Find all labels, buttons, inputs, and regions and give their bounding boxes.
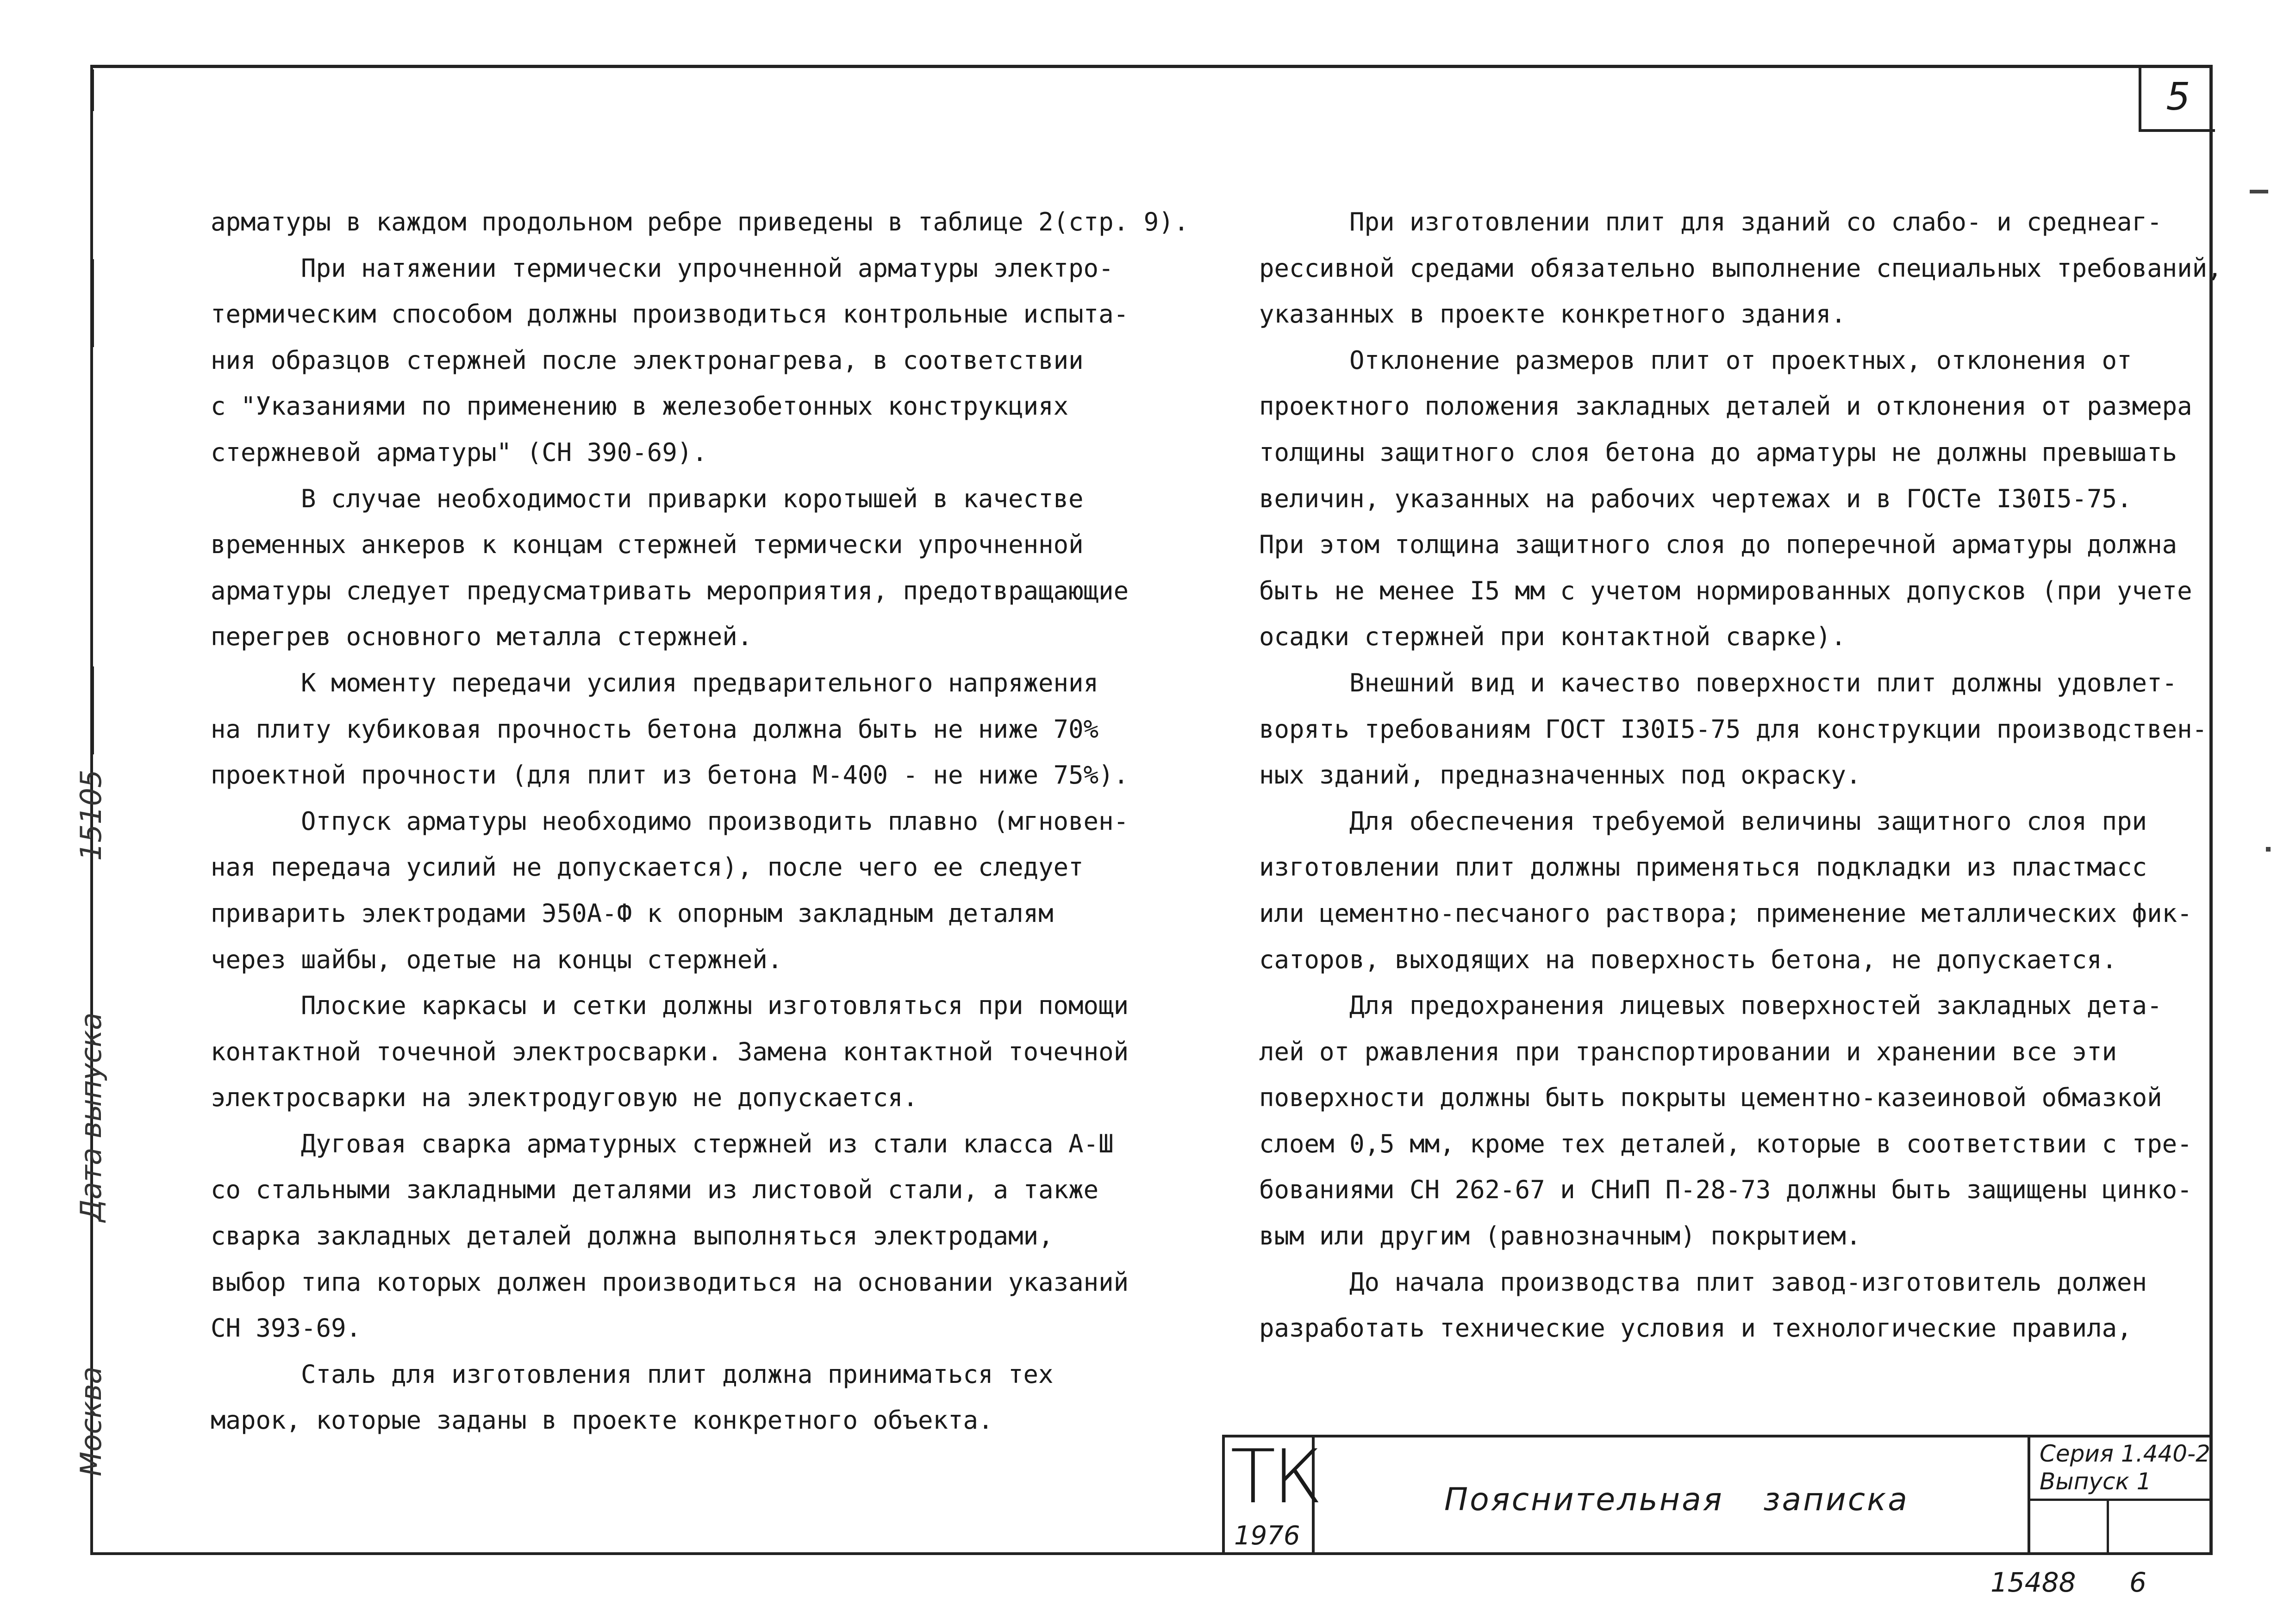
paragraph: Для обеспечения требуемой величины защитного слоя при изготовлении плит должны применяться подкладки из пластмасс или цементно-песчаного раствора; применение металлических фик- саторов, выходящих на поверхность бетона, не допускается. — [1259, 806, 2192, 974]
tk-year: 1976 — [1234, 1521, 1300, 1551]
paragraph: арматуры в каждом продольном ребре приведены в таблице 2(стр. 9). — [211, 207, 1189, 236]
tk-logo: ТК — [1230, 1433, 1320, 1520]
series-divider — [2030, 1499, 2213, 1501]
paragraph: Дуговая сварка арматурных стержней из стали класса А-Ш со стальными закладными деталями из листовой стали, а также сварка закладных деталей должна выполняться электродами, выбор типа которых должен производиться на основании указаний СН 393-69. — [211, 1129, 1129, 1343]
paragraph: Отпуск арматуры необходимо производить плавно (мгновен- ная передача усилий не допускается), после чего ее следует приварить электродами Э50А-Ф к опорным закладным деталям через шайбы, одетые на концы стержней. — [211, 806, 1129, 974]
stray-mark — [2250, 190, 2268, 193]
paragraph: До начала производства плит завод-изготовитель должен разработать технические условия и технологические правила, — [1259, 1267, 2147, 1343]
series-cell — [2028, 1437, 2213, 1555]
binding-mark — [90, 666, 94, 754]
document-title: Пояснительная записка — [1444, 1481, 1909, 1518]
issue-label: Выпуск 1 — [2040, 1468, 2152, 1495]
paragraph: Плоские каркасы и сетки должны изготовляться при помощи контактной точечной электросварки. Замена контактной точечной электросварки на электродуговую не допускается. — [211, 991, 1129, 1113]
series-label: Серия 1.440-2 — [2040, 1440, 2210, 1467]
paragraph: К моменту передачи усилия предварительного напряжения на плиту кубиковая прочность бетона должна быть не ниже 70% проектной прочности (для плит из бетона М-400 - не ниже 75%). — [211, 668, 1129, 790]
side-label-date: Дата выпуска — [74, 1012, 108, 1222]
stray-mark — [2266, 847, 2271, 852]
tk-stamp — [1222, 1433, 1320, 1555]
paragraph: Внешний вид и качество поверхности плит должны удовлет- ворять требованиям ГОСТ I30I5-75 для конструкции производствен- ных зданий, предназначенных под окраску. — [1259, 668, 2208, 790]
binding-mark — [90, 259, 94, 347]
binding-mark — [90, 69, 94, 111]
paragraph: При натяжении термически упрочненной арматуры электро- термическим способом должны производиться контрольные испыта- ния образцов стержней после электронагрева, в соответствии с "Указаниями по применению в железобетонных конструкциях стержневой арматуры" (СН 390-69). — [211, 253, 1129, 467]
paragraph: При изготовлении плит для зданий со слабо- и среднеаг- рессивной средами обязательно выполнение специальных требований, указанных в проекте конкретного здания. — [1259, 207, 2222, 329]
archive-number: 15488 — [1990, 1567, 2076, 1598]
right-text-column — [1259, 199, 2222, 1351]
title-block — [1222, 1435, 2213, 1555]
side-label-code: 15105 — [74, 769, 108, 861]
sheet-number: 6 — [2129, 1567, 2146, 1598]
paragraph: Для предохранения лицевых поверхностей закладных дета- лей от ржавления при транспортировании и хранении все эти поверхности должны быть покрыты цементно-казеиновой обмазкой слоем 0,5 мм, кроме тех деталей, которые в соответствии с тре- бованиями СН 262-67 и СНиП П-28-73 должны быть защищены цинко- вым или другим (равнозначным) покрытием. — [1259, 991, 2192, 1251]
page-number: 5 — [2139, 65, 2215, 132]
paragraph: Сталь для изготовления плит должна приниматься тех марок, которые заданы в проекте конкретного объекта. — [211, 1359, 1054, 1435]
paragraph: Отклонение размеров плит от проектных, отклонения от проектного положения закладных деталей и отклонения от размера толщины защитного слоя бетона до арматуры не должны превышать величин, указанных на рабочих чертежах и в ГОСТе I30I5-75. При этом толщина защитного слоя до поперечной арматуры должна быть не менее I5 мм с учетом нормированных допусков (при учете осадки стержней при контактной сварке). — [1259, 345, 2192, 652]
left-text-column — [211, 199, 1189, 1444]
side-label-city: Москва — [74, 1366, 108, 1476]
paragraph: В случае необходимости приварки коротышей в качестве временных анкеров к концам стержней термически упрочненной арматуры следует предусматривать мероприятия, предотвращающие перегрев основного металла стержней. — [211, 484, 1129, 652]
series-subdivider — [2107, 1499, 2109, 1555]
